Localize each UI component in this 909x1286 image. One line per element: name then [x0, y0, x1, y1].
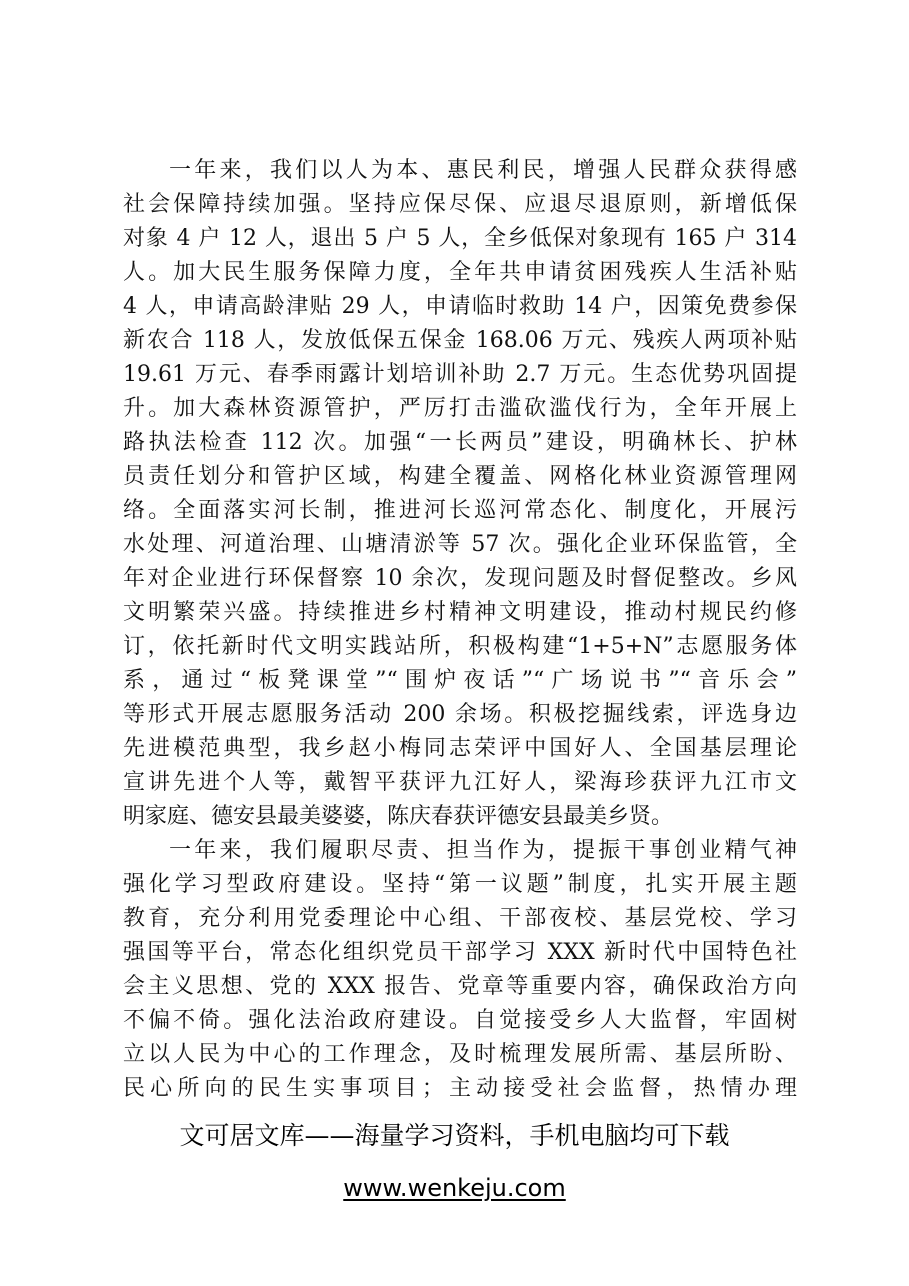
paragraph-1-line-7: 19.61 万元、春季雨露计划培训补助 2.7 万元。生态优势巩固提 — [123, 362, 797, 387]
paragraph-1-line-4: 人。加大民生服务保障力度，全年共申请贫困残疾人生活补贴 — [123, 260, 797, 285]
paragraph-2-line-4: 强国等平台，常态化组织党员干部学习 XXX 新时代中国特色社 — [123, 940, 797, 965]
paragraph-1-line-19: 宣讲先进个人等，戴智平获评九江好人，梁海珍获评九江市文 — [123, 770, 797, 795]
paragraph-1-line-17: 等形式开展志愿服务活动 200 余场。积极挖掘线索，评选身边 — [123, 702, 797, 727]
paragraph-2-line-1: 一年来，我们履职尽责、担当作为，提振干事创业精气神 — [169, 838, 797, 863]
paragraph-2-line-5: 会主义思想、党的 XXX 报告、党章等重要内容，确保政治方向 — [123, 974, 797, 999]
document-body — [123, 154, 797, 1106]
paragraph-1-line-12: 水处理、河道治理、山塘清淤等 57 次。强化企业环保监管，全 — [123, 532, 797, 557]
paragraph-1-line-13: 年对企业进行环保督察 10 余次，发现问题及时督促整改。乡风 — [123, 566, 797, 591]
paragraph-1-line-10: 员责任划分和管护区域，构建全覆盖、网格化林业资源管理网 — [123, 464, 797, 489]
paragraph-1-line-6: 新农合 118 人，发放低保五保金 168.06 万元、残疾人两项补贴 — [123, 328, 797, 353]
paragraph-1-line-9: 路执法检查 112 次。加强“一长两员”建设，明确林长、护林 — [123, 430, 797, 455]
paragraph-2-line-6: 不偏不倚。强化法治政府建设。自觉接受乡人大监督，牢固树 — [123, 1008, 797, 1033]
paragraph-1-line-18: 先进模范典型，我乡赵小梅同志荣评中国好人、全国基层理论 — [123, 736, 797, 761]
paragraph-1-line-2: 社会保障持续加强。坚持应保尽保、应退尽退原则，新增低保 — [123, 192, 797, 217]
paragraph-1-line-8: 升。加大森林资源管护，严厉打击滥砍滥伐行为，全年开展上 — [123, 396, 797, 421]
paragraph-1-line-15: 订，依托新时代文明实践站所，积极构建“1+5+N”志愿服务体 — [123, 634, 797, 659]
paragraph-2-line-8: 民心所向的民生实事项目；主动接受社会监督，热情办理 — [123, 1076, 797, 1101]
paragraph-1-line-11: 络。全面落实河长制，推进河长巡河常态化、制度化，开展污 — [123, 498, 797, 523]
paragraph-1-line-16: 系，通过“板凳课堂”“围炉夜话”“广场说书”“音乐会” — [123, 668, 797, 693]
paragraph-2-line-2: 强化学习型政府建设。坚持“第一议题”制度，扎实开展主题 — [123, 872, 797, 897]
paragraph-1-line-5: 4 人，申请高龄津贴 29 人，申请临时救助 14 户，因策免费参保 — [123, 294, 797, 319]
paragraph-1-line-14: 文明繁荣兴盛。持续推进乡村精神文明建设，推动村规民约修 — [123, 600, 797, 625]
footer-website-link[interactable]: www.wenkeju.com — [343, 1174, 566, 1202]
paragraph-2-line-7: 立以人民为中心的工作理念，及时梳理发展所需、基层所盼、 — [123, 1042, 797, 1067]
paragraph-2-line-3: 教育，充分利用党委理论中心组、干部夜校、基层党校、学习 — [123, 906, 797, 931]
footer-brand-text: 文可居文库——海量学习资料，手机电脑均可下载 — [179, 1121, 730, 1150]
paragraph-1-line-1: 一年来，我们以人为本、惠民利民，增强人民群众获得感 — [169, 158, 797, 183]
paragraph-1-line-3: 对象 4 户 12 人，退出 5 户 5 人，全乡低保对象现有 165 户 314 — [123, 226, 797, 251]
paragraph-1-line-20: 明家庭、德安县最美婆婆，陈庆春获评德安县最美乡贤。 — [123, 804, 674, 829]
